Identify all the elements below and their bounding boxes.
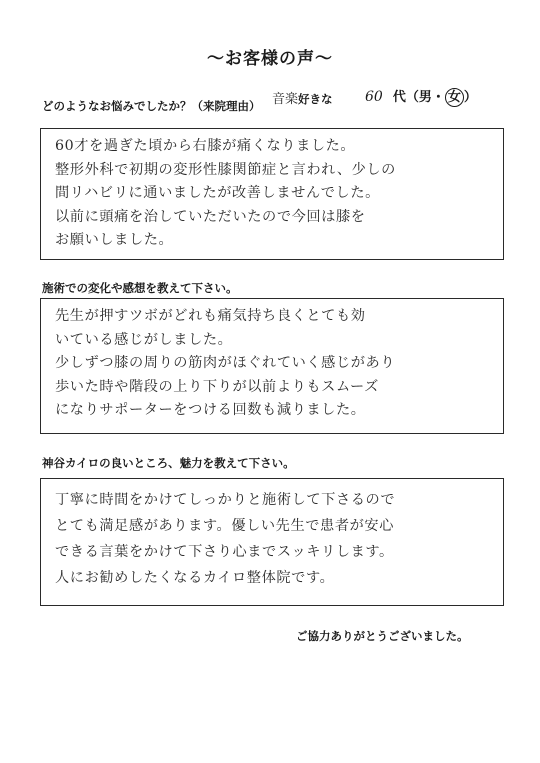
gender-open: （男・ (405, 90, 445, 105)
answer-line: 以前に頭痛を治していただいたので今回は膝を (55, 208, 366, 225)
page-title: 〜お客様の声〜 (207, 49, 333, 69)
question-changes: 施術での変化や感想を教えて下さい。 (42, 281, 238, 295)
answer-line: 少しずつ膝の周りの筋肉がほぐれていく感じがあり (55, 355, 396, 371)
answer-line: 丁寧に時間をかけてしっかりと施術して下さるので (55, 492, 396, 508)
answer-line: お願いしました。 (55, 232, 174, 248)
answer-line: 人にお勧めしたくなるカイロ整体院です。 (55, 570, 335, 586)
answer-line: 間リハビリに通いましたが改善しませんでした。 (55, 185, 380, 201)
gender-close: ） (463, 90, 477, 105)
answer-line: 歩いた時や階段の上り下りが以前よりもスムーズ (55, 378, 379, 395)
question-appeal: 神谷カイロの良いところ、魅力を教えて下さい。 (42, 456, 295, 470)
answer-line: 先生が押すツボがどれも痛気持ち良くとても効 (55, 308, 366, 324)
answer-line: とても満足感があります。優しい先生で患者が安心 (55, 518, 394, 534)
answer-box-changes (40, 298, 504, 434)
answer-line: 整形外科で初期の変形性膝関節症と言われ、少しの (55, 161, 396, 178)
question-reason: どのようなお悩みでしたか？（来院理由） (42, 99, 261, 113)
hobby-printed-label: 好きな (298, 92, 333, 106)
thanks-message: ご協力ありがとうございました。 (296, 629, 469, 643)
answer-box-reason (40, 128, 504, 260)
answer-line: になりサポーターをつける回数も減りました。 (55, 402, 366, 418)
age-gender-field (365, 86, 477, 107)
answer-box-appeal (40, 478, 504, 606)
answer-line: いている感じがしました。 (55, 331, 233, 348)
hobby-field (272, 88, 333, 107)
hobby-handwritten: 音楽 (272, 92, 299, 107)
age-value: 60 (365, 89, 383, 105)
answer-line: できる言葉をかけて下さり心までスッキリします。 (55, 544, 394, 560)
gender-female-circled: 女 (445, 88, 464, 107)
age-unit: 代 (392, 90, 406, 105)
answer-line: 60才を過ぎた頃から右膝が痛くなりました。 (55, 138, 356, 154)
